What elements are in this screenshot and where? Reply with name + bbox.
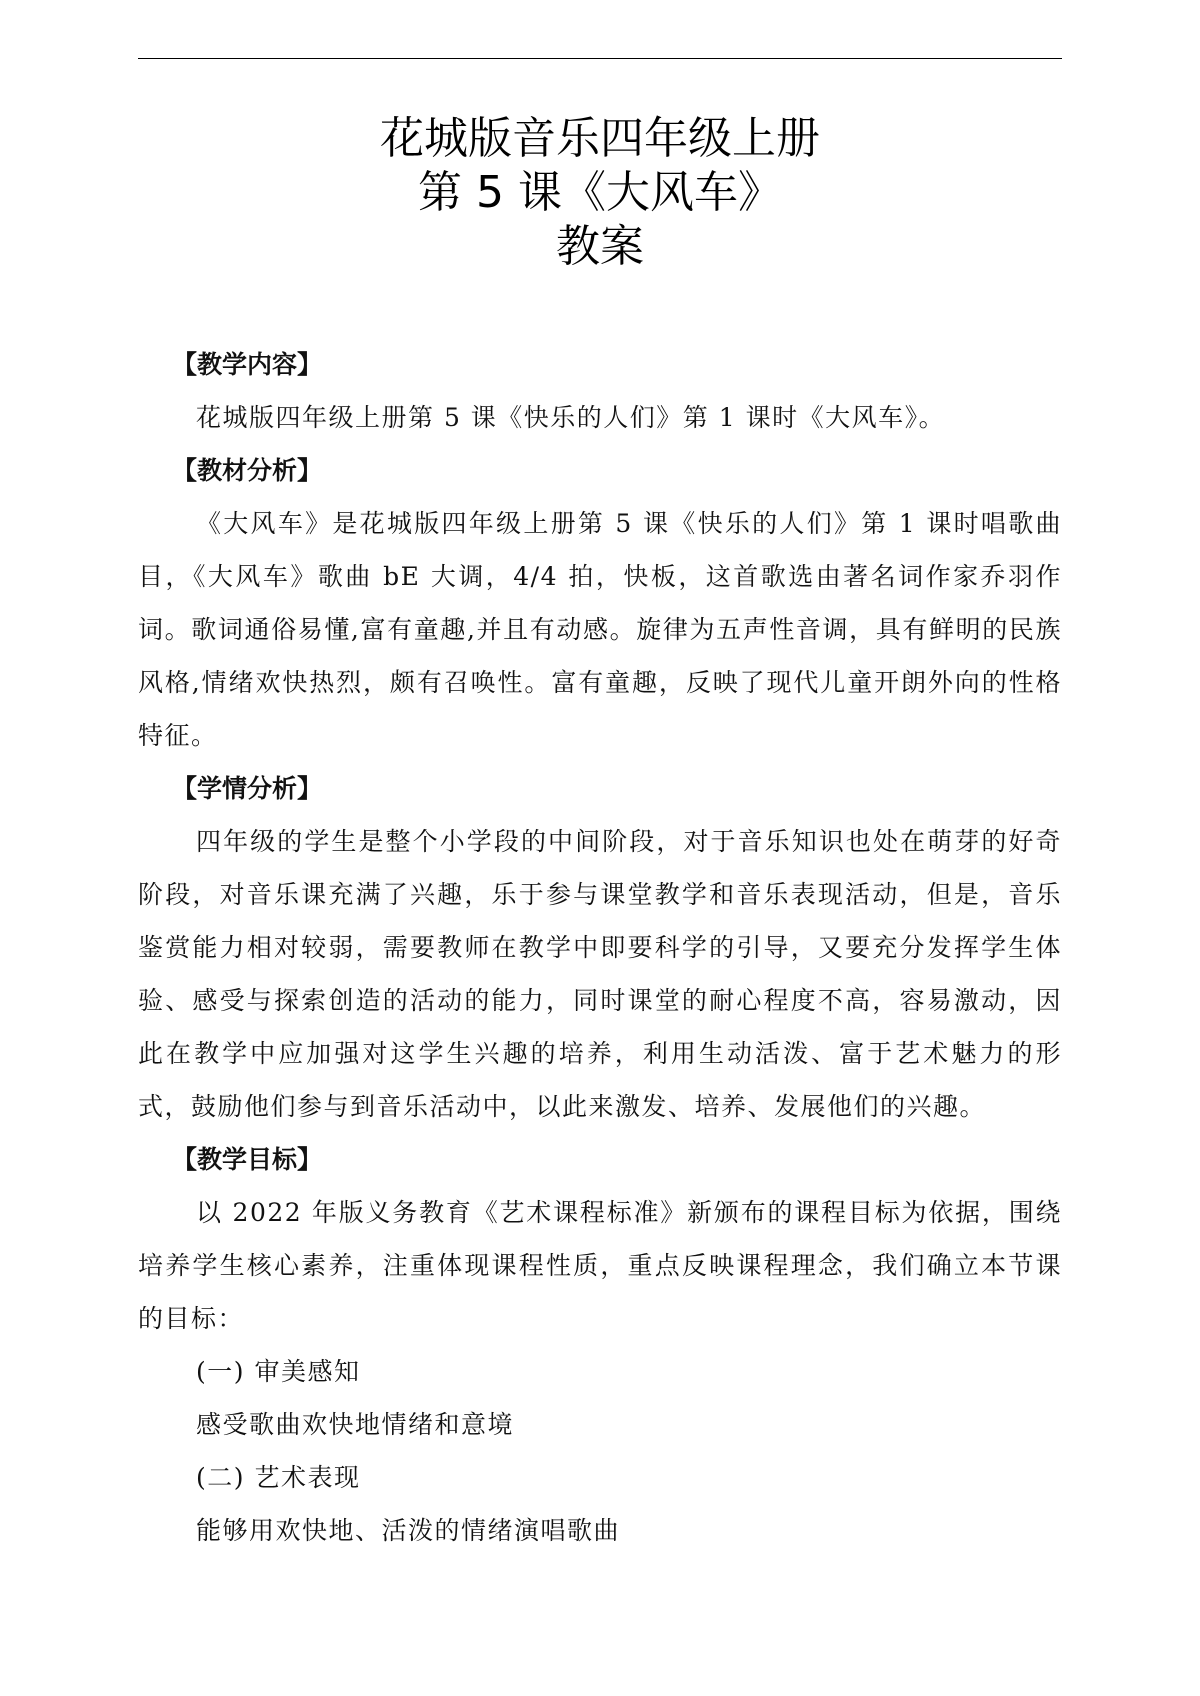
paragraph-teaching-goals: 以 2022 年版义务教育《艺术课程标准》新颁布的课程目标为依据，围绕培养学生核心素养，注重体现课程性质，重点反映课程理念，我们确立本节课的目标： xyxy=(138,1198,1062,1333)
goal-item-art-expression: 能够用欢快地、活泼的情绪演唱歌曲 xyxy=(196,1516,621,1545)
section-heading-teaching-goals: 【教学目标】 xyxy=(172,1145,323,1174)
title-line-3: 教案 xyxy=(556,221,644,272)
goal-item-aesthetic: 感受歌曲欢快地情绪和意境 xyxy=(196,1410,515,1439)
section-heading-student-analysis: 【学情分析】 xyxy=(172,774,323,803)
section-heading-teaching-content: 【教学内容】 xyxy=(172,350,323,379)
section-heading-material-analysis: 【教材分析】 xyxy=(172,456,323,485)
goal-subheading-art-expression: (二) 艺术表现 xyxy=(196,1463,361,1492)
document-body xyxy=(138,338,1062,1557)
paragraph-teaching-content: 花城版四年级上册第 5 课《快乐的人们》第 1 课时《大风车》。 xyxy=(196,403,946,432)
document-title xyxy=(0,112,1200,274)
paragraph-material-analysis: 《大风车》是花城版四年级上册第 5 课《快乐的人们》第 1 课时唱歌曲目，《大风车》歌曲 bE 大调，4/4 拍，快板，这首歌选由著名词作家乔羽作词。歌词通俗易懂,富有童趣,并且有动感。旋律为五声性音调，具有鲜明的民族风格,情绪欢快热烈，颇有召唤性。富有童趣，反映了现代儿童开朗外向的性格特征。 xyxy=(138,509,1062,750)
paragraph-student-analysis: 四年级的学生是整个小学段的中间阶段，对于音乐知识也处在萌芽的好奇阶段，对音乐课充满了兴趣，乐于参与课堂教学和音乐表现活动，但是，音乐鉴赏能力相对较弱，需要教师在教学中即要科学的引导，又要充分发挥学生体验、感受与探索创造的活动的能力，同时课堂的耐心程度不高，容易激动，因此在教学中应加强对这学生兴趣的培养，利用生动活泼、富于艺术魅力的形式，鼓励他们参与到音乐活动中，以此来激发、培养、发展他们的兴趣。 xyxy=(138,827,1062,1121)
header-rule xyxy=(138,58,1062,59)
goal-subheading-aesthetic: (一) 审美感知 xyxy=(196,1357,361,1386)
title-line-2: 第 5 课《大风车》 xyxy=(418,167,782,218)
title-line-1: 花城版音乐四年级上册 xyxy=(380,113,820,164)
